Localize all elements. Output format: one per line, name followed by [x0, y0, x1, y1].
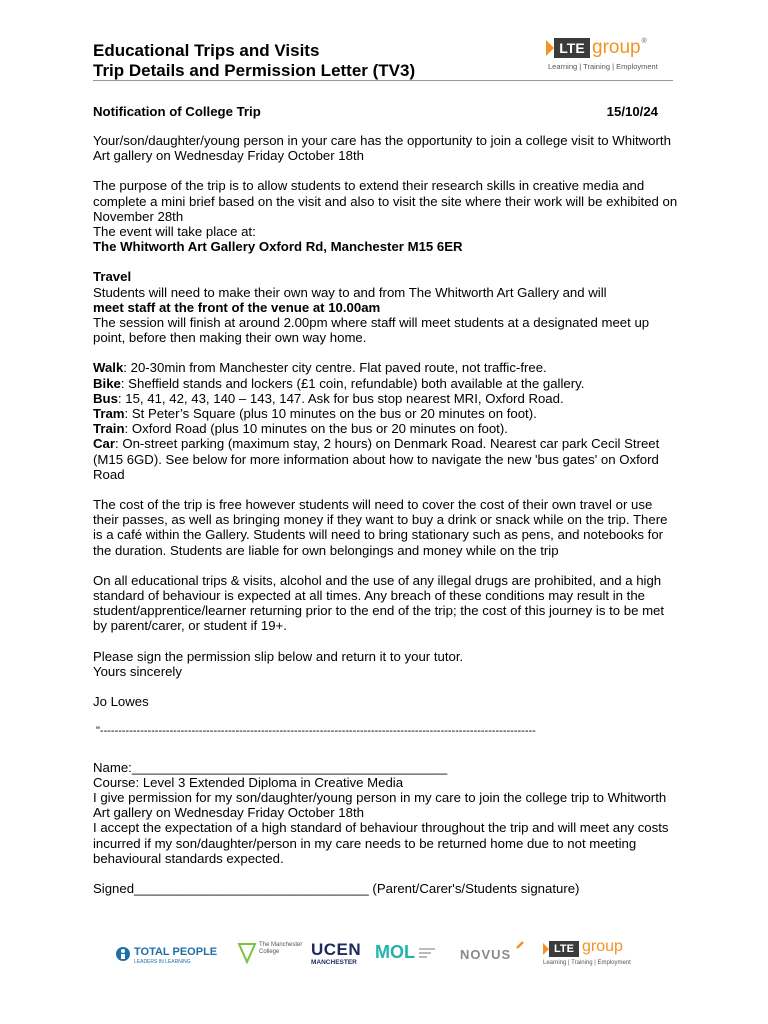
purpose-paragraph: The purpose of the trip is to allow students to extend their research skills in creative media and complete a mini brief based on the visit and also to visit the site where their work will be exhibited on November 28th [93, 178, 678, 224]
slip-course: Course: Level 3 Extended Diploma in Creative Media [93, 774, 404, 790]
conduct-paragraph: On all educational trips & visits, alcohol and the use of any illegal drugs are prohibited, and a high standard of behaviour is expected at all times. Any breach of these conditions may result in the student/apprentice/learner returning prior to the end of the trip; the cost of this journey is to be met by parent/carer, or student if 19+. [93, 572, 665, 634]
transport-car: Car: On-street parking (maximum stay, 2 hours) on Denmark Road. Nearest car park Cecil Street (M15 6GD). See below for more information about how to navigate the new 'bus gates' on Oxford Road [93, 436, 660, 482]
header-divider [93, 80, 673, 81]
lte-chevron-icon [546, 40, 554, 56]
manchester-college-icon [237, 942, 257, 964]
transport-bike: Bike: Sheffield stands and lockers (£1 coin, refundable) both available at the gallery. [93, 375, 585, 391]
slip-name-field: Name:___________________________________________ [93, 759, 448, 775]
novus-mark-icon [515, 940, 525, 950]
mol-mark-icon [419, 946, 439, 960]
slip-signature-line: Signed________________________________ (Parent/Carer's/Students signature) [93, 880, 580, 896]
footer-logos: TOTAL PEOPLE LEADERS IN LEARNING The Manchester College UCEN MANCHESTER MOL NOVUS LTE group Learning | Training | Employment [115, 938, 655, 972]
document-title [93, 41, 415, 81]
intro-paragraph: Your/son/daughter/young person in your care has the opportunity to join a college visit to Whitworth Art gallery on Wednesday Friday October 18th [93, 133, 671, 164]
slip-permission: I give permission for my son/daughter/young person in my care to join the college trip to Whitworth Art gallery on Wednesday Friday October 18th [93, 789, 667, 821]
transport-train: Train: Oxford Road (plus 10 minutes on the bus or 20 minutes on foot). [93, 421, 508, 437]
event-address: The Whitworth Art Gallery Oxford Rd, Manchester M15 6ER [93, 239, 463, 255]
title-line-2: Trip Details and Permission Letter (TV3) [93, 61, 416, 80]
lte-logo-box: LTE [554, 38, 590, 58]
slip-accept: I accept the expectation of a high standard of behaviour throughout the trip and will meet any costs incurred if my son/daughter/person in my care needs to be returned home due to not meeting behavioural standards expected. [93, 820, 669, 866]
notification-row [93, 104, 658, 119]
event-place-label: The event will take place at: [93, 224, 256, 240]
notification-heading: Notification of College Trip [93, 104, 261, 119]
transport-walk: Walk: 20-30min from Manchester city centre. Flat paved route, not traffic-free. [93, 360, 547, 376]
sender-name: Jo Lowes [93, 694, 149, 710]
cost-paragraph: The cost of the trip is free however students will need to cover the cost of their own travel or use their passes, as well as bringing money if they want to buy a drink or snack while on the trip. There is a café within the Gallery. Students will need to bring stationary such as pens, and notebooks for the duration. Students are liable for own belongings and money while on the trip [93, 497, 668, 558]
footer-lte-chevron-icon [543, 943, 549, 955]
title-line-1: Educational Trips and Visits [93, 41, 320, 60]
meet-staff-text: meet staff at the front of the venue at 10.00am [93, 299, 381, 315]
letter-body [93, 133, 678, 896]
sign-instruction: Please sign the permission slip below and return it to your tutor. [93, 648, 464, 664]
lte-logo-tagline: Learning | Training | Employment [548, 62, 658, 71]
cut-line: "----------------------------------------------------------------------------------------------------------------------- [96, 725, 536, 738]
transport-tram: Tram: St Peter’s Square (plus 10 minutes on the bus or 20 minutes on foot). [93, 406, 537, 422]
yours-sincerely: Yours sincerely [93, 663, 182, 679]
letter-date: 15/10/24 [606, 104, 658, 119]
registered-mark: ® [641, 38, 647, 45]
total-people-icon [115, 946, 131, 962]
lte-logo-group: group [592, 37, 641, 58]
travel-intro: Students will need to make their own way to and from The Whitworth Art Gallery and will [93, 284, 607, 300]
transport-bus: Bus: 15, 41, 42, 43, 140 – 143, 147. Ask for bus stop nearest MRI, Oxford Road. [93, 390, 564, 406]
session-finish-text: The session will finish at around 2.00pm where staff will meet students at a designated meet up point, before then making their own way home. [93, 315, 650, 346]
lte-group-logo [548, 38, 678, 74]
travel-heading: Travel [93, 269, 132, 285]
